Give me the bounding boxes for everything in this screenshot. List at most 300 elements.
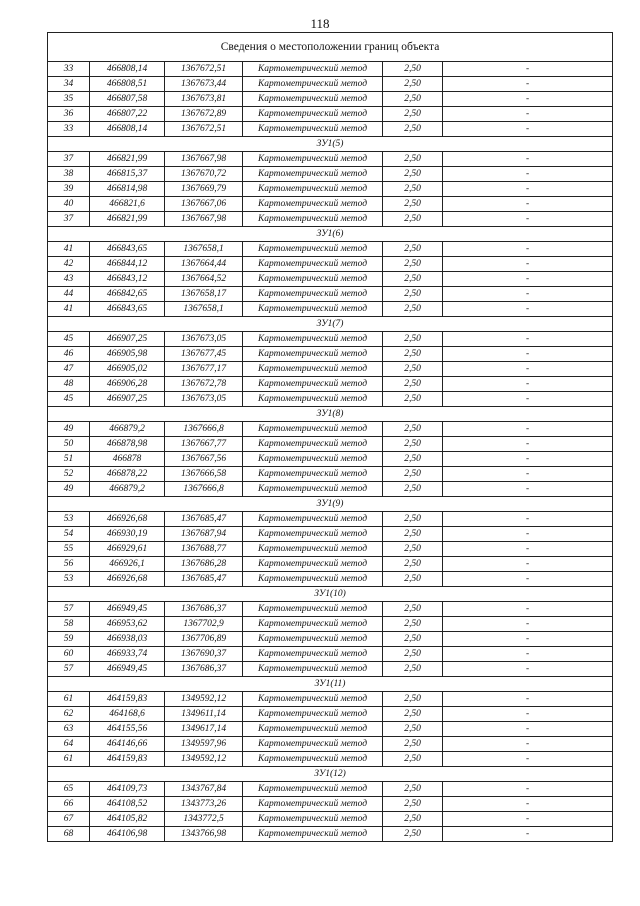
point-number-cell: 49 — [48, 482, 90, 497]
table-row — [48, 542, 613, 557]
method-cell: Картометрический метод — [243, 212, 383, 227]
y-coordinate-cell: 1367658,1 — [165, 302, 243, 317]
y-coordinate-cell: 1367664,44 — [165, 257, 243, 272]
y-coordinate-cell: 1367658,1 — [165, 242, 243, 257]
point-number-cell: 45 — [48, 392, 90, 407]
description-cell: - — [443, 602, 613, 617]
accuracy-cell: 2,50 — [383, 212, 443, 227]
description-cell: - — [443, 722, 613, 737]
x-coordinate-cell: 466926,68 — [90, 512, 165, 527]
table-row — [48, 392, 613, 407]
accuracy-cell: 2,50 — [383, 257, 443, 272]
accuracy-cell: 2,50 — [383, 92, 443, 107]
point-number-cell: 46 — [48, 347, 90, 362]
description-cell: - — [443, 272, 613, 287]
accuracy-cell: 2,50 — [383, 197, 443, 212]
table-row — [48, 437, 613, 452]
accuracy-cell: 2,50 — [383, 467, 443, 482]
method-cell: Картометрический метод — [243, 167, 383, 182]
accuracy-cell: 2,50 — [383, 692, 443, 707]
y-coordinate-cell: 1367667,98 — [165, 212, 243, 227]
method-cell: Картометрический метод — [243, 467, 383, 482]
section-header-row — [48, 407, 613, 422]
section-label: ЗУ1(9) — [48, 497, 613, 512]
y-coordinate-cell: 1367706,89 — [165, 632, 243, 647]
description-cell: - — [443, 827, 613, 842]
point-number-cell: 58 — [48, 617, 90, 632]
accuracy-cell: 2,50 — [383, 242, 443, 257]
y-coordinate-cell: 1343772,5 — [165, 812, 243, 827]
y-coordinate-cell: 1367672,89 — [165, 107, 243, 122]
y-coordinate-cell: 1367673,81 — [165, 92, 243, 107]
x-coordinate-cell: 466814,98 — [90, 182, 165, 197]
page-number: 118 — [310, 16, 330, 31]
point-number-cell: 38 — [48, 167, 90, 182]
accuracy-cell: 2,50 — [383, 332, 443, 347]
y-coordinate-cell: 1367667,56 — [165, 452, 243, 467]
method-cell: Картометрический метод — [243, 107, 383, 122]
x-coordinate-cell: 466953,62 — [90, 617, 165, 632]
table-row — [48, 467, 613, 482]
accuracy-cell: 2,50 — [383, 287, 443, 302]
method-cell: Картометрический метод — [243, 722, 383, 737]
accuracy-cell: 2,50 — [383, 782, 443, 797]
point-number-cell: 63 — [48, 722, 90, 737]
description-cell: - — [443, 167, 613, 182]
description-cell: - — [443, 527, 613, 542]
accuracy-cell: 2,50 — [383, 377, 443, 392]
point-number-cell: 42 — [48, 257, 90, 272]
description-cell: - — [443, 452, 613, 467]
accuracy-cell: 2,50 — [383, 272, 443, 287]
y-coordinate-cell: 1367686,37 — [165, 602, 243, 617]
x-coordinate-cell: 466808,14 — [90, 122, 165, 137]
description-cell: - — [443, 782, 613, 797]
method-cell: Картометрический метод — [243, 602, 383, 617]
accuracy-cell: 2,50 — [383, 62, 443, 77]
point-number-cell: 62 — [48, 707, 90, 722]
accuracy-cell: 2,50 — [383, 77, 443, 92]
point-number-cell: 47 — [48, 362, 90, 377]
point-number-cell: 33 — [48, 62, 90, 77]
x-coordinate-cell: 466930,19 — [90, 527, 165, 542]
table-row — [48, 527, 613, 542]
x-coordinate-cell: 466808,51 — [90, 77, 165, 92]
method-cell: Картометрический метод — [243, 392, 383, 407]
y-coordinate-cell: 1367666,8 — [165, 422, 243, 437]
description-cell: - — [443, 242, 613, 257]
description-cell: - — [443, 422, 613, 437]
x-coordinate-cell: 464105,82 — [90, 812, 165, 827]
description-cell: - — [443, 392, 613, 407]
section-label: ЗУ1(7) — [48, 317, 613, 332]
x-coordinate-cell: 464108,52 — [90, 797, 165, 812]
method-cell: Картометрический метод — [243, 242, 383, 257]
accuracy-cell: 2,50 — [383, 182, 443, 197]
x-coordinate-cell: 466878 — [90, 452, 165, 467]
description-cell: - — [443, 287, 613, 302]
method-cell: Картометрический метод — [243, 797, 383, 812]
table-row — [48, 62, 613, 77]
accuracy-cell: 2,50 — [383, 452, 443, 467]
method-cell: Картометрический метод — [243, 707, 383, 722]
description-cell: - — [443, 692, 613, 707]
description-cell: - — [443, 512, 613, 527]
method-cell: Картометрический метод — [243, 257, 383, 272]
method-cell: Картометрический метод — [243, 122, 383, 137]
method-cell: Картометрический метод — [243, 62, 383, 77]
table-row — [48, 212, 613, 227]
accuracy-cell: 2,50 — [383, 827, 443, 842]
table-row — [48, 332, 613, 347]
table-row — [48, 632, 613, 647]
description-cell: - — [443, 62, 613, 77]
x-coordinate-cell: 466878,98 — [90, 437, 165, 452]
section-label: ЗУ1(8) — [48, 407, 613, 422]
method-cell: Картометрический метод — [243, 437, 383, 452]
table-row — [48, 287, 613, 302]
x-coordinate-cell: 466807,58 — [90, 92, 165, 107]
point-number-cell: 59 — [48, 632, 90, 647]
accuracy-cell: 2,50 — [383, 527, 443, 542]
y-coordinate-cell: 1367690,37 — [165, 647, 243, 662]
method-cell: Картометрический метод — [243, 782, 383, 797]
point-number-cell: 56 — [48, 557, 90, 572]
table-row — [48, 797, 613, 812]
x-coordinate-cell: 466844,12 — [90, 257, 165, 272]
method-cell: Картометрический метод — [243, 527, 383, 542]
x-coordinate-cell: 464146,66 — [90, 737, 165, 752]
description-cell: - — [443, 152, 613, 167]
x-coordinate-cell: 466879,2 — [90, 482, 165, 497]
point-number-cell: 35 — [48, 92, 90, 107]
method-cell: Картометрический метод — [243, 197, 383, 212]
x-coordinate-cell: 466879,2 — [90, 422, 165, 437]
point-number-cell: 54 — [48, 527, 90, 542]
description-cell: - — [443, 77, 613, 92]
point-number-cell: 52 — [48, 467, 90, 482]
y-coordinate-cell: 1367667,06 — [165, 197, 243, 212]
section-header-row — [48, 137, 613, 152]
description-cell: - — [443, 347, 613, 362]
accuracy-cell: 2,50 — [383, 752, 443, 767]
table-row — [48, 362, 613, 377]
table-row — [48, 302, 613, 317]
point-number-cell: 36 — [48, 107, 90, 122]
point-number-cell: 45 — [48, 332, 90, 347]
method-cell: Картометрический метод — [243, 482, 383, 497]
description-cell: - — [443, 797, 613, 812]
method-cell: Картометрический метод — [243, 737, 383, 752]
y-coordinate-cell: 1367685,47 — [165, 572, 243, 587]
section-label: ЗУ1(10) — [48, 587, 613, 602]
table-row — [48, 572, 613, 587]
description-cell: - — [443, 362, 613, 377]
table-row — [48, 182, 613, 197]
point-number-cell: 34 — [48, 77, 90, 92]
section-header-row — [48, 677, 613, 692]
y-coordinate-cell: 1367702,9 — [165, 617, 243, 632]
x-coordinate-cell: 464159,83 — [90, 752, 165, 767]
table-row — [48, 122, 613, 137]
description-cell: - — [443, 437, 613, 452]
x-coordinate-cell: 466843,65 — [90, 302, 165, 317]
description-cell: - — [443, 617, 613, 632]
x-coordinate-cell: 466907,25 — [90, 332, 165, 347]
accuracy-cell: 2,50 — [383, 362, 443, 377]
y-coordinate-cell: 1367666,58 — [165, 467, 243, 482]
point-number-cell: 40 — [48, 197, 90, 212]
accuracy-cell: 2,50 — [383, 122, 443, 137]
method-cell: Картометрический метод — [243, 422, 383, 437]
section-label: ЗУ1(11) — [48, 677, 613, 692]
point-number-cell: 50 — [48, 437, 90, 452]
point-number-cell: 51 — [48, 452, 90, 467]
x-coordinate-cell: 466843,65 — [90, 242, 165, 257]
table-row — [48, 347, 613, 362]
x-coordinate-cell: 466807,22 — [90, 107, 165, 122]
table-row — [48, 737, 613, 752]
point-number-cell: 66 — [48, 797, 90, 812]
y-coordinate-cell: 1349592,12 — [165, 692, 243, 707]
point-number-cell: 65 — [48, 782, 90, 797]
point-number-cell: 39 — [48, 182, 90, 197]
y-coordinate-cell: 1349597,96 — [165, 737, 243, 752]
accuracy-cell: 2,50 — [383, 737, 443, 752]
method-cell: Картометрический метод — [243, 752, 383, 767]
y-coordinate-cell: 1367687,94 — [165, 527, 243, 542]
y-coordinate-cell: 1343766,98 — [165, 827, 243, 842]
method-cell: Картометрический метод — [243, 287, 383, 302]
table-row — [48, 692, 613, 707]
x-coordinate-cell: 464168,6 — [90, 707, 165, 722]
table-row — [48, 512, 613, 527]
description-cell: - — [443, 482, 613, 497]
y-coordinate-cell: 1349592,12 — [165, 752, 243, 767]
y-coordinate-cell: 1367677,17 — [165, 362, 243, 377]
x-coordinate-cell: 466929,61 — [90, 542, 165, 557]
y-coordinate-cell: 1367673,44 — [165, 77, 243, 92]
table-row — [48, 257, 613, 272]
y-coordinate-cell: 1367673,05 — [165, 332, 243, 347]
description-cell: - — [443, 572, 613, 587]
x-coordinate-cell: 466878,22 — [90, 467, 165, 482]
x-coordinate-cell: 466842,65 — [90, 287, 165, 302]
point-number-cell: 64 — [48, 737, 90, 752]
method-cell: Картометрический метод — [243, 572, 383, 587]
point-number-cell: 60 — [48, 647, 90, 662]
point-number-cell: 68 — [48, 827, 90, 842]
table-row — [48, 812, 613, 827]
accuracy-cell: 2,50 — [383, 512, 443, 527]
description-cell: - — [443, 647, 613, 662]
description-cell: - — [443, 467, 613, 482]
method-cell: Картометрический метод — [243, 302, 383, 317]
description-cell: - — [443, 707, 613, 722]
accuracy-cell: 2,50 — [383, 107, 443, 122]
method-cell: Картометрический метод — [243, 347, 383, 362]
method-cell: Картометрический метод — [243, 152, 383, 167]
x-coordinate-cell: 466949,45 — [90, 662, 165, 677]
method-cell: Картометрический метод — [243, 332, 383, 347]
method-cell: Картометрический метод — [243, 827, 383, 842]
accuracy-cell: 2,50 — [383, 812, 443, 827]
accuracy-cell: 2,50 — [383, 662, 443, 677]
table-row — [48, 482, 613, 497]
description-cell: - — [443, 182, 613, 197]
method-cell: Картометрический метод — [243, 272, 383, 287]
table-row — [48, 377, 613, 392]
x-coordinate-cell: 466843,12 — [90, 272, 165, 287]
description-cell: - — [443, 632, 613, 647]
method-cell: Картометрический метод — [243, 377, 383, 392]
x-coordinate-cell: 466821,99 — [90, 152, 165, 167]
point-number-cell: 53 — [48, 512, 90, 527]
y-coordinate-cell: 1367673,05 — [165, 392, 243, 407]
y-coordinate-cell: 1367664,52 — [165, 272, 243, 287]
method-cell: Картометрический метод — [243, 812, 383, 827]
point-number-cell: 57 — [48, 662, 90, 677]
accuracy-cell: 2,50 — [383, 542, 443, 557]
section-label: ЗУ1(12) — [48, 767, 613, 782]
y-coordinate-cell: 1343767,84 — [165, 782, 243, 797]
method-cell: Картометрический метод — [243, 632, 383, 647]
description-cell: - — [443, 737, 613, 752]
description-cell: - — [443, 542, 613, 557]
accuracy-cell: 2,50 — [383, 152, 443, 167]
method-cell: Картометрический метод — [243, 662, 383, 677]
accuracy-cell: 2,50 — [383, 647, 443, 662]
table-row — [48, 707, 613, 722]
method-cell: Картометрический метод — [243, 692, 383, 707]
section-label: ЗУ1(6) — [48, 227, 613, 242]
table-row — [48, 452, 613, 467]
point-number-cell: 37 — [48, 212, 90, 227]
y-coordinate-cell: 1343773,26 — [165, 797, 243, 812]
point-number-cell: 67 — [48, 812, 90, 827]
accuracy-cell: 2,50 — [383, 167, 443, 182]
point-number-cell: 48 — [48, 377, 90, 392]
point-number-cell: 37 — [48, 152, 90, 167]
x-coordinate-cell: 464109,73 — [90, 782, 165, 797]
description-cell: - — [443, 257, 613, 272]
method-cell: Картометрический метод — [243, 92, 383, 107]
point-number-cell: 57 — [48, 602, 90, 617]
section-header-row — [48, 317, 613, 332]
y-coordinate-cell: 1367658,17 — [165, 287, 243, 302]
section-header-row — [48, 497, 613, 512]
point-number-cell: 53 — [48, 572, 90, 587]
point-number-cell: 43 — [48, 272, 90, 287]
x-coordinate-cell: 466815,37 — [90, 167, 165, 182]
table-title: Сведения о местоположении границ объекта — [48, 33, 613, 62]
description-cell: - — [443, 92, 613, 107]
accuracy-cell: 2,50 — [383, 557, 443, 572]
x-coordinate-cell: 464106,98 — [90, 827, 165, 842]
x-coordinate-cell: 466926,68 — [90, 572, 165, 587]
table-row — [48, 92, 613, 107]
table-row — [48, 557, 613, 572]
method-cell: Картометрический метод — [243, 647, 383, 662]
table-row — [48, 647, 613, 662]
section-header-row — [48, 227, 613, 242]
method-cell: Картометрический метод — [243, 77, 383, 92]
section-header-row — [48, 767, 613, 782]
table-row — [48, 77, 613, 92]
description-cell: - — [443, 122, 613, 137]
section-header-row — [48, 587, 613, 602]
point-number-cell: 33 — [48, 122, 90, 137]
y-coordinate-cell: 1367670,72 — [165, 167, 243, 182]
method-cell: Картометрический метод — [243, 557, 383, 572]
y-coordinate-cell: 1367672,51 — [165, 122, 243, 137]
accuracy-cell: 2,50 — [383, 632, 443, 647]
method-cell: Картометрический метод — [243, 512, 383, 527]
description-cell: - — [443, 332, 613, 347]
accuracy-cell: 2,50 — [383, 482, 443, 497]
x-coordinate-cell: 464155,56 — [90, 722, 165, 737]
accuracy-cell: 2,50 — [383, 707, 443, 722]
method-cell: Картометрический метод — [243, 182, 383, 197]
accuracy-cell: 2,50 — [383, 617, 443, 632]
point-number-cell: 41 — [48, 242, 90, 257]
y-coordinate-cell: 1367667,98 — [165, 152, 243, 167]
x-coordinate-cell: 464159,83 — [90, 692, 165, 707]
x-coordinate-cell: 466821,6 — [90, 197, 165, 212]
x-coordinate-cell: 466907,25 — [90, 392, 165, 407]
description-cell: - — [443, 197, 613, 212]
x-coordinate-cell: 466906,28 — [90, 377, 165, 392]
x-coordinate-cell: 466905,02 — [90, 362, 165, 377]
boundary-coordinates-table — [47, 32, 613, 842]
y-coordinate-cell: 1367672,51 — [165, 62, 243, 77]
description-cell: - — [443, 812, 613, 827]
y-coordinate-cell: 1367688,77 — [165, 542, 243, 557]
point-number-cell: 41 — [48, 302, 90, 317]
method-cell: Картометрический метод — [243, 452, 383, 467]
x-coordinate-cell: 466949,45 — [90, 602, 165, 617]
point-number-cell: 49 — [48, 422, 90, 437]
accuracy-cell: 2,50 — [383, 302, 443, 317]
y-coordinate-cell: 1367667,77 — [165, 437, 243, 452]
table-row — [48, 782, 613, 797]
point-number-cell: 55 — [48, 542, 90, 557]
y-coordinate-cell: 1367677,45 — [165, 347, 243, 362]
table-row — [48, 152, 613, 167]
point-number-cell: 44 — [48, 287, 90, 302]
x-coordinate-cell: 466926,1 — [90, 557, 165, 572]
x-coordinate-cell: 466938,03 — [90, 632, 165, 647]
table-row — [48, 602, 613, 617]
table-row — [48, 107, 613, 122]
x-coordinate-cell: 466821,99 — [90, 212, 165, 227]
y-coordinate-cell: 1349611,14 — [165, 707, 243, 722]
x-coordinate-cell: 466905,98 — [90, 347, 165, 362]
table-row — [48, 752, 613, 767]
table-row — [48, 197, 613, 212]
accuracy-cell: 2,50 — [383, 602, 443, 617]
table-row — [48, 827, 613, 842]
description-cell: - — [443, 662, 613, 677]
description-cell: - — [443, 752, 613, 767]
accuracy-cell: 2,50 — [383, 392, 443, 407]
accuracy-cell: 2,50 — [383, 797, 443, 812]
accuracy-cell: 2,50 — [383, 572, 443, 587]
table-row — [48, 422, 613, 437]
accuracy-cell: 2,50 — [383, 422, 443, 437]
point-number-cell: 61 — [48, 692, 90, 707]
description-cell: - — [443, 212, 613, 227]
